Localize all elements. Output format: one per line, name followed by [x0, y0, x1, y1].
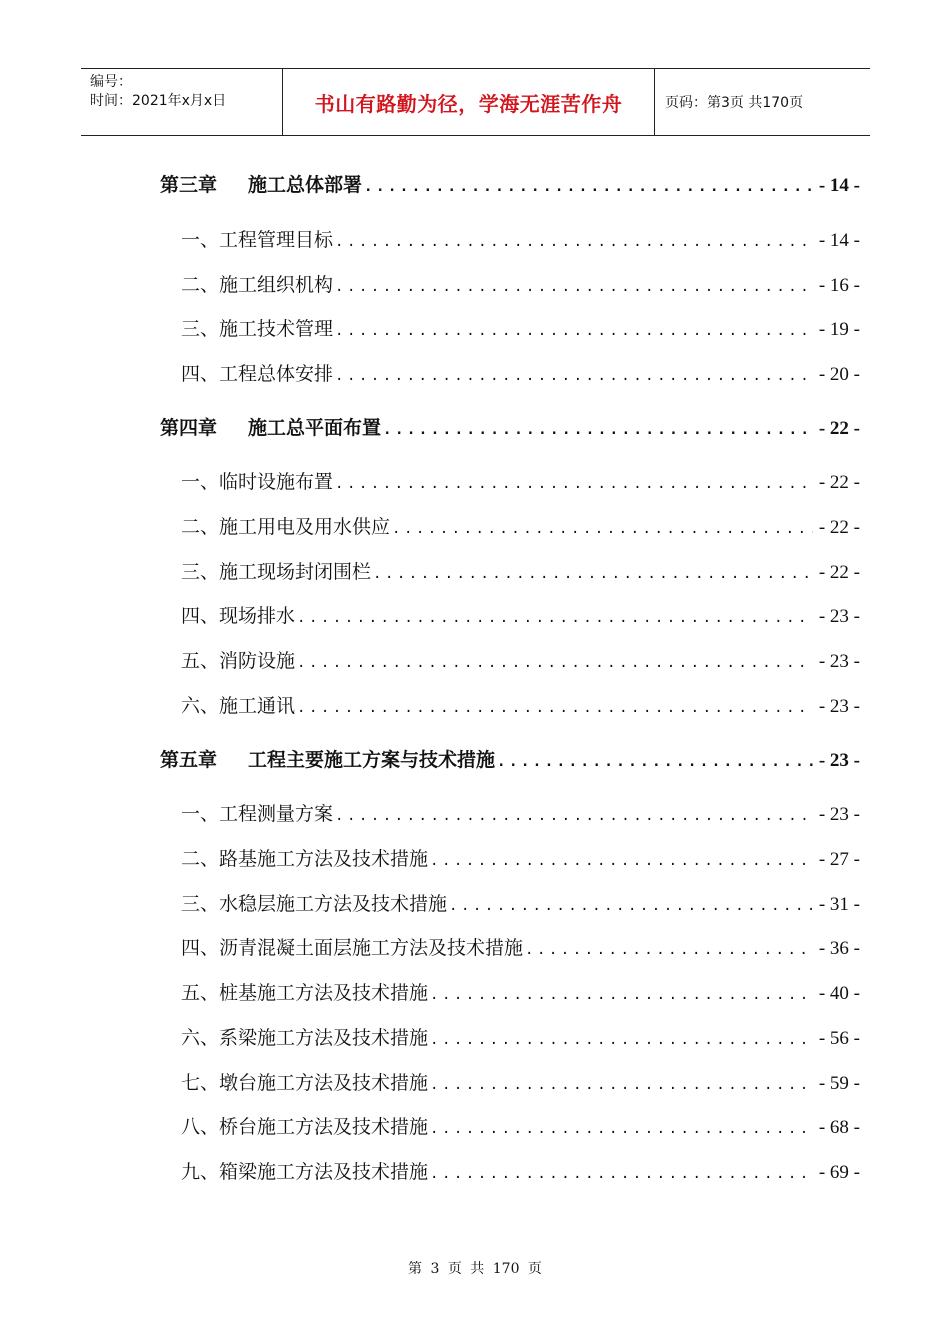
- toc-section-entry[interactable]: [181, 1023, 860, 1050]
- toc-section-entry[interactable]: [181, 889, 860, 916]
- toc-section-title: 三、水稳层施工方法及技术措施: [181, 893, 448, 915]
- dot-leader: [335, 279, 813, 295]
- toc-section-title: 二、路基施工方法及技术措施: [181, 848, 429, 870]
- dot-leader: [297, 610, 813, 626]
- toc-page-number: - 22 -: [818, 562, 860, 583]
- toc-page-number: - 59 -: [818, 1073, 860, 1094]
- toc-section-entry[interactable]: [181, 1157, 860, 1184]
- toc-page-number: - 68 -: [818, 1117, 860, 1138]
- toc-section-entry[interactable]: [181, 1068, 860, 1095]
- toc-page-number: - 14 -: [818, 175, 860, 196]
- toc-section-entry[interactable]: [181, 1112, 860, 1139]
- dot-leader: [335, 476, 813, 492]
- toc-section-title: 一、临时设施布置: [181, 471, 334, 493]
- toc-page-number: - 22 -: [818, 517, 860, 538]
- toc-page-number: - 56 -: [818, 1028, 860, 1049]
- doc-number-label: 编号：: [90, 74, 132, 90]
- toc-chapter-entry[interactable]: [160, 170, 860, 197]
- toc-chapter-heading: [160, 745, 495, 772]
- date-label: 时间：2021年x月x日: [90, 93, 227, 109]
- toc-page-number: - 23 -: [818, 804, 860, 825]
- toc-section-entry[interactable]: [181, 844, 860, 871]
- toc-section-entry[interactable]: [181, 978, 860, 1005]
- toc-section-title: 二、施工组织机构: [181, 274, 334, 296]
- toc-section-title: 六、施工通讯: [181, 695, 296, 717]
- dot-leader: [430, 1121, 813, 1137]
- dot-leader: [373, 566, 813, 582]
- toc-page-number: - 19 -: [818, 319, 860, 340]
- dot-leader: [430, 1032, 813, 1048]
- toc-page-number: - 31 -: [818, 894, 860, 915]
- toc-section-title: 五、消防设施: [181, 650, 296, 672]
- toc-section-entry[interactable]: [181, 557, 860, 584]
- dot-leader: [430, 853, 813, 869]
- toc-page-number: - 69 -: [818, 1162, 860, 1183]
- toc-section-title: 三、施工现场封闭围栏: [181, 561, 372, 583]
- dot-leader: [297, 655, 813, 671]
- toc-chapter-heading: [160, 170, 362, 197]
- toc-section-entry[interactable]: [181, 601, 860, 628]
- toc-page-number: - 23 -: [818, 606, 860, 627]
- toc-section-title: 一、工程管理目标: [181, 229, 334, 251]
- toc-section-entry[interactable]: [181, 359, 860, 386]
- dot-leader: [335, 368, 813, 384]
- toc-page-number: - 40 -: [818, 983, 860, 1004]
- toc-chapter-heading: [160, 413, 381, 440]
- toc-section-entry[interactable]: [181, 314, 860, 341]
- toc-page-number: - 20 -: [818, 364, 860, 385]
- toc-section-title: 一、工程测量方案: [181, 803, 334, 825]
- toc-chapter-title: 工程主要施工方案与技术措施: [248, 749, 496, 771]
- toc-chapter-title: 施工总平面布置: [248, 417, 382, 439]
- toc-section-entry[interactable]: [181, 799, 860, 826]
- dot-leader: [430, 1077, 813, 1093]
- toc-section-title: 四、现场排水: [181, 605, 296, 627]
- toc-section-entry[interactable]: [181, 225, 860, 252]
- toc-page-number: - 27 -: [818, 849, 860, 870]
- toc-section-entry[interactable]: [181, 270, 860, 297]
- dot-leader: [364, 179, 813, 195]
- toc-page-number: - 23 -: [818, 696, 860, 717]
- dot-leader: [449, 898, 813, 914]
- toc-chapter-number: 第四章: [160, 417, 218, 439]
- dot-leader: [430, 1166, 813, 1182]
- toc-section-title: 三、施工技术管理: [181, 318, 334, 340]
- toc-page-number: - 36 -: [818, 938, 860, 959]
- dot-leader: [297, 700, 813, 716]
- toc-section-title: 二、施工用电及用水供应: [181, 516, 391, 538]
- dot-leader: [335, 234, 813, 250]
- toc-page-number: - 16 -: [818, 275, 860, 296]
- toc-section-title: 四、沥青混凝土面层施工方法及技术措施: [181, 937, 524, 959]
- toc-chapter-number: 第三章: [160, 174, 218, 196]
- toc-section-title: 四、工程总体安排: [181, 363, 334, 385]
- dot-leader: [497, 754, 813, 770]
- motto-text: 书山有路勤为径，学海无涯苦作舟: [314, 91, 623, 116]
- dot-leader: [430, 987, 813, 1003]
- dot-leader: [525, 942, 813, 958]
- toc-chapter-entry[interactable]: [160, 745, 860, 772]
- toc-section-title: 六、系梁施工方法及技术措施: [181, 1027, 429, 1049]
- page-footer: 第 3 页 共 170 页: [408, 1261, 542, 1277]
- dot-leader: [383, 422, 813, 438]
- toc-section-entry[interactable]: [181, 933, 860, 960]
- toc-section-title: 九、箱梁施工方法及技术措施: [181, 1161, 429, 1183]
- toc-section-title: 五、桩基施工方法及技术措施: [181, 982, 429, 1004]
- toc-section-entry[interactable]: [181, 512, 860, 539]
- toc-page-number: - 14 -: [818, 230, 860, 251]
- dot-leader: [335, 323, 813, 339]
- toc-page-number: - 22 -: [818, 418, 860, 439]
- toc-page-number: - 23 -: [818, 750, 860, 771]
- toc-page-number: - 23 -: [818, 651, 860, 672]
- toc-section-entry[interactable]: [181, 646, 860, 673]
- dot-leader: [392, 521, 813, 537]
- toc-section-entry[interactable]: [181, 691, 860, 718]
- toc-chapter-title: 施工总体部署: [248, 174, 363, 196]
- page-info-text: 页码：第3页 共170页: [665, 95, 804, 111]
- toc-section-title: 七、墩台施工方法及技术措施: [181, 1072, 429, 1094]
- toc-section-title: 八、桥台施工方法及技术措施: [181, 1116, 429, 1138]
- toc-section-entry[interactable]: [181, 467, 860, 494]
- toc-chapter-number: 第五章: [160, 749, 218, 771]
- dot-leader: [335, 808, 813, 824]
- toc-page-number: - 22 -: [818, 472, 860, 493]
- toc-chapter-entry[interactable]: [160, 413, 860, 440]
